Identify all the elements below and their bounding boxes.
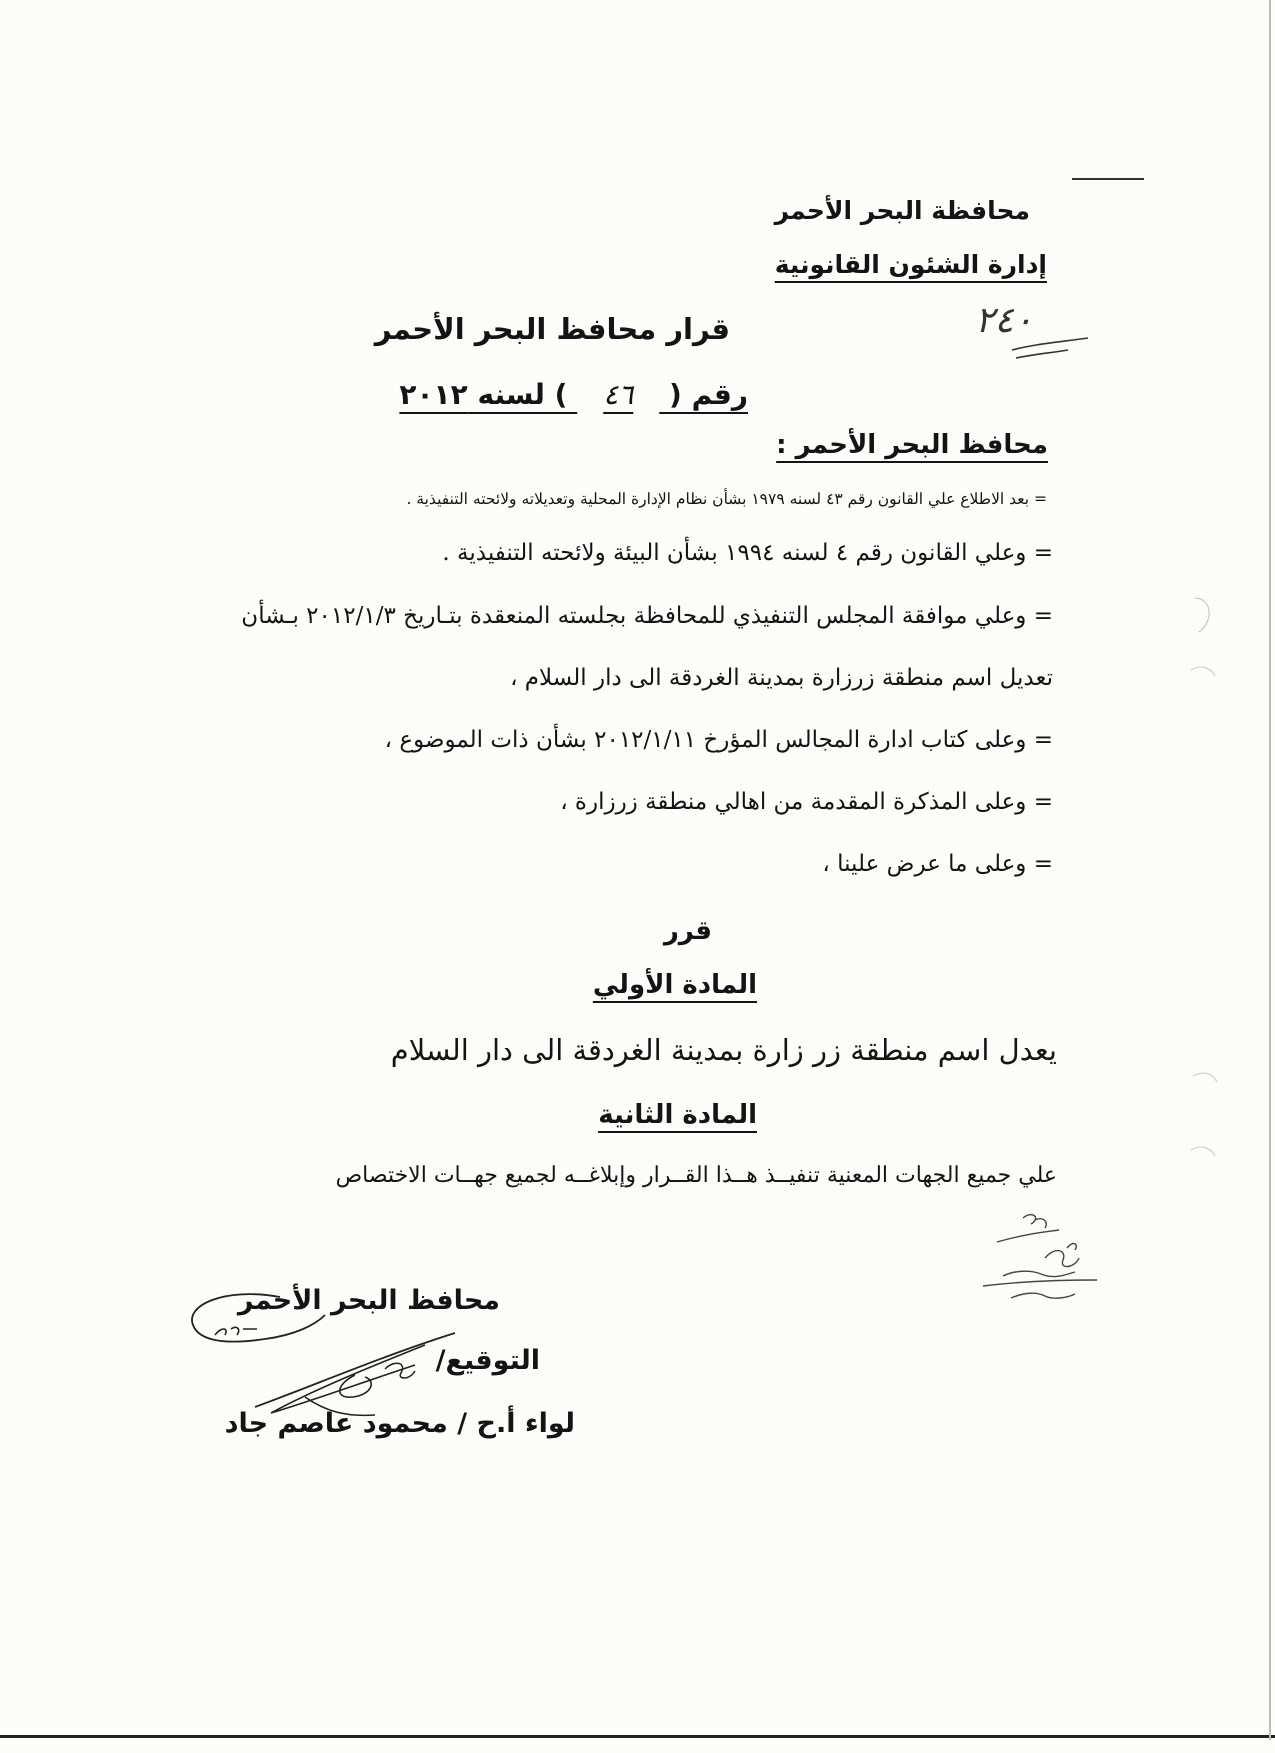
governorate-name: محافظة البحر الأحمر — [774, 196, 1030, 225]
decree-number-suffix: ) لسنه ٢٠١٢ — [399, 378, 568, 411]
decree-title: قرار محافظ البحر الأحمر — [374, 312, 730, 346]
article-1-text: يعدل اسم منطقة زر زارة بمدينة الغردقة الى دار السلام — [390, 1033, 1057, 1067]
article-2-title: المادة الثانية — [598, 1100, 757, 1130]
right-edge-line — [1269, 0, 1271, 1740]
preamble-line-1: = بعد الاطلاع علي القانون رقم ٤٣ لسنه ١٩٧٩ بشأن نظام الإدارة المحلية وتعديلاته ولائحته التنفيذية . — [406, 490, 1047, 508]
preamble-line-3: = وعلي موافقة المجلس التنفيذي للمحافظة بجلسته المنعقدة بتـاريخ ٢٠١٢/١/٣ بـشأن — [241, 603, 1053, 629]
decree-number-handwritten: ٤٦ — [603, 378, 634, 411]
reference-underline-strokes — [1010, 332, 1090, 362]
department-name: إدارة الشئون القانونية — [774, 250, 1047, 279]
preamble-line-7: = وعلى ما عرض علينا ، — [822, 851, 1053, 877]
preamble-line-5: = وعلى كتاب ادارة المجالس المؤرخ ٢٠١٢/١/١١ بشأن ذات الموضوع ، — [384, 727, 1053, 753]
top-rule — [1072, 178, 1144, 180]
punch-hole-marks — [1185, 590, 1225, 1190]
issuer-heading: محافظ البحر الأحمر : — [776, 430, 1048, 460]
preamble-line-2: = وعلي القانون رقم ٤ لسنه ١٩٩٤ بشأن البيئة ولائحته التنفيذية . — [442, 540, 1053, 566]
handwritten-reference-number: ٢٤٠ — [975, 300, 1034, 341]
resolution-heading: قرر — [663, 916, 712, 946]
handwritten-signature — [185, 1285, 485, 1445]
decree-number-prefix: رقم ( — [669, 378, 748, 411]
signature-title: محافظ البحر الأحمر — [237, 1285, 500, 1316]
preamble-line-4: تعديل اسم منطقة زرزارة بمدينة الغردقة الى دار السلام ، — [510, 665, 1053, 691]
article-2-text: علي جميع الجهات المعنية تنفيــذ هــذا القــرار وإبلاغــه لجميع جهــات الاختصاص — [335, 1163, 1057, 1188]
signature-label: التوقيع/ — [435, 1345, 540, 1376]
signatory-name: لواء أ.ح / محمود عاصم جاد — [224, 1408, 575, 1439]
marginal-handwritten-notes — [975, 1200, 1105, 1310]
preamble-line-6: = وعلى المذكرة المقدمة من اهالي منطقة زرزارة ، — [560, 789, 1053, 815]
bottom-edge-line — [0, 1735, 1275, 1738]
article-1-title: المادة الأولي — [592, 970, 757, 1000]
decree-number-line — [399, 378, 748, 411]
